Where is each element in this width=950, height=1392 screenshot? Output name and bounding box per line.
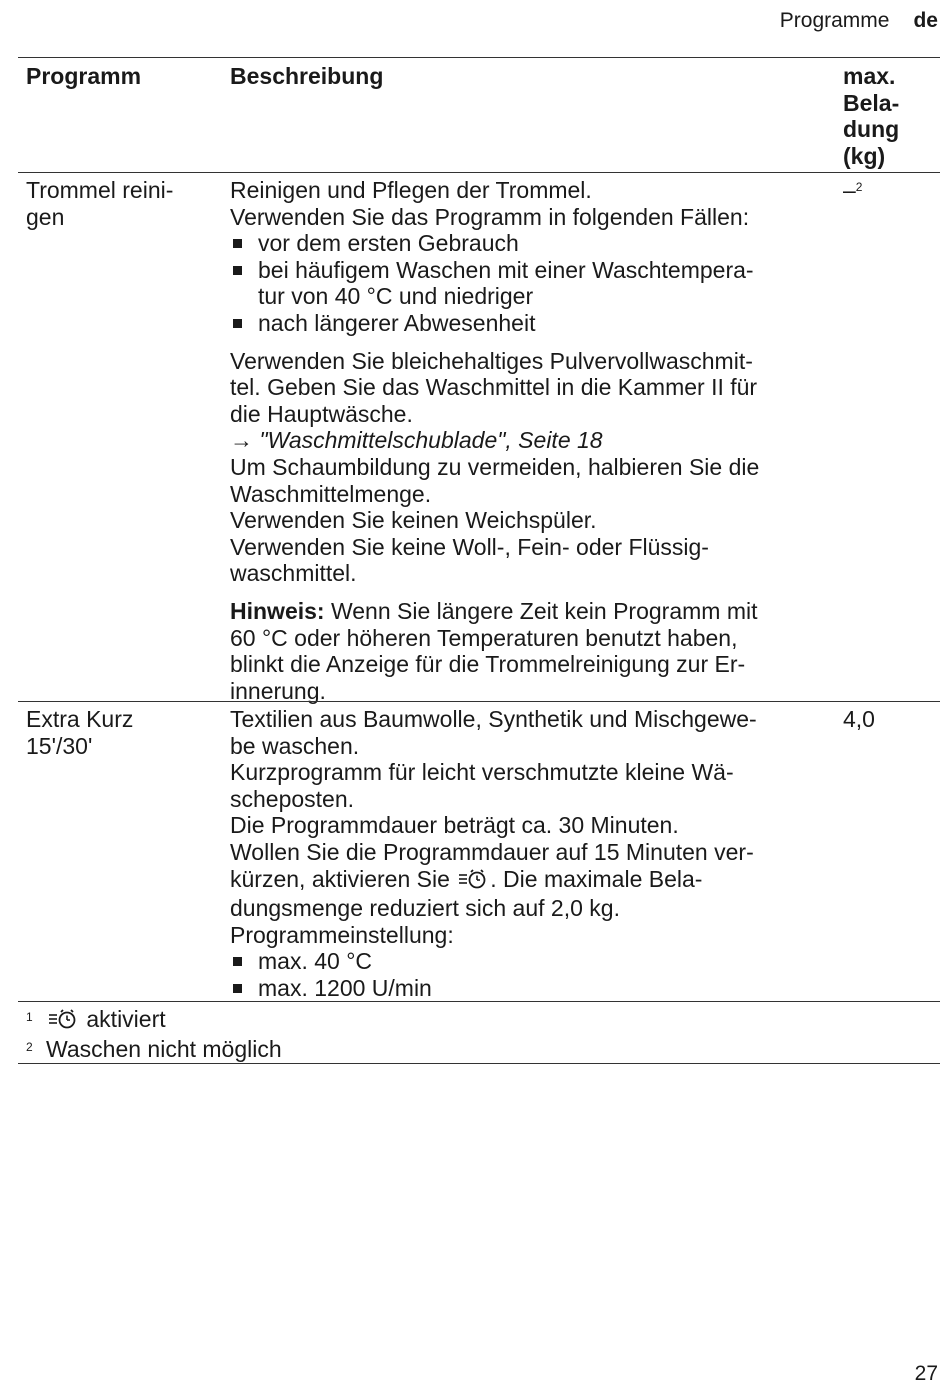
note-label: Hinweis: xyxy=(230,597,325,624)
table-top-rule xyxy=(18,57,940,58)
footnote: 2 Waschen nicht möglich xyxy=(26,1035,282,1062)
running-header xyxy=(780,8,938,34)
arrow-right-icon: → xyxy=(230,427,253,454)
list-item: bei häufigem Waschen mit einer Waschtempera- tur von 40 °C und niedriger xyxy=(230,257,830,310)
footnotes xyxy=(26,1006,282,1062)
max-load-value: 4,0 xyxy=(843,706,875,732)
cross-reference-link[interactable]: → "Waschmittelschublade", Seite 18 xyxy=(230,427,603,454)
row-rule xyxy=(18,701,940,702)
footnote-ref: 2 xyxy=(855,180,863,194)
header-max-load: max. Bela- dung (kg) xyxy=(843,63,900,169)
page-number: 27 xyxy=(914,1362,938,1385)
speed-timer-icon xyxy=(48,1008,78,1036)
program-description: Reinigen und Pflegen der Trommel. Verwenden Sie das Programm in folgenden Fällen: vor dem ersten Gebrauch bei häufigem Waschen mit einer Waschtempera- tur von 40 °C und niedriger nach längerer Abwesenheit Verwenden Sie bleichehaltiges Pulvervollwaschmit- tel. Geben Sie das Waschmittel in die Kammer II für die Hauptwäsche. → "Waschmittelschublade", Seite 18 Um Schaumbildung zu vermeiden, halbieren Sie die Waschmittelmenge. Verwenden Sie keinen Weichspüler. Verwenden Sie keine Woll-, Fein- oder Flüssig- waschmittel. Hinweis: Wenn Sie längere Zeit kein Programm mit 60 °C oder höheren Temperaturen benutzt haben, blinkt die Anzeige für die Trommelreinigung zur Er- innerung. xyxy=(230,177,830,704)
list-item: vor dem ersten Gebrauch xyxy=(230,230,830,257)
table-bottom-rule xyxy=(18,1001,940,1002)
list-item: max. 1200 U/min xyxy=(230,975,830,1002)
program-name: Trommel reini- gen xyxy=(26,177,174,230)
list-item: nach längerer Abwesenheit xyxy=(230,310,830,337)
program-name: Extra Kurz 15'/30' xyxy=(26,706,134,759)
header-rule xyxy=(18,172,940,173)
list-item: max. 40 °C xyxy=(230,948,830,975)
section-title: Programme xyxy=(779,9,890,32)
speed-timer-icon xyxy=(458,868,488,896)
settings-list xyxy=(230,948,830,1001)
max-load-value: –$^2$ xyxy=(843,177,863,203)
note: Hinweis: Wenn Sie längere Zeit kein Programm mit xyxy=(230,597,758,624)
program-description: Textilien aus Baumwolle, Synthetik und Mischgewe- be waschen. Kurzprogramm für leicht verschmutzte kleine Wä- scheposten. Die Programmdauer beträgt ca. 30 Minuten. Wollen Sie die Programmdauer auf 15 Minuten ver- kürzen, aktivieren Sie . Die maximale Bela- dungsmenge reduziert sich auf 2,0 kg. Programmeinstellung: max. 40 °C max. 1200 U/min xyxy=(230,706,830,1002)
footnote: 1 aktiviert xyxy=(26,1006,282,1036)
usage-cases-list xyxy=(230,230,830,336)
footnote-rule xyxy=(18,1063,940,1064)
header-program: Programm xyxy=(26,63,142,89)
header-description: Beschreibung xyxy=(230,63,384,89)
language-code: de xyxy=(913,9,938,32)
